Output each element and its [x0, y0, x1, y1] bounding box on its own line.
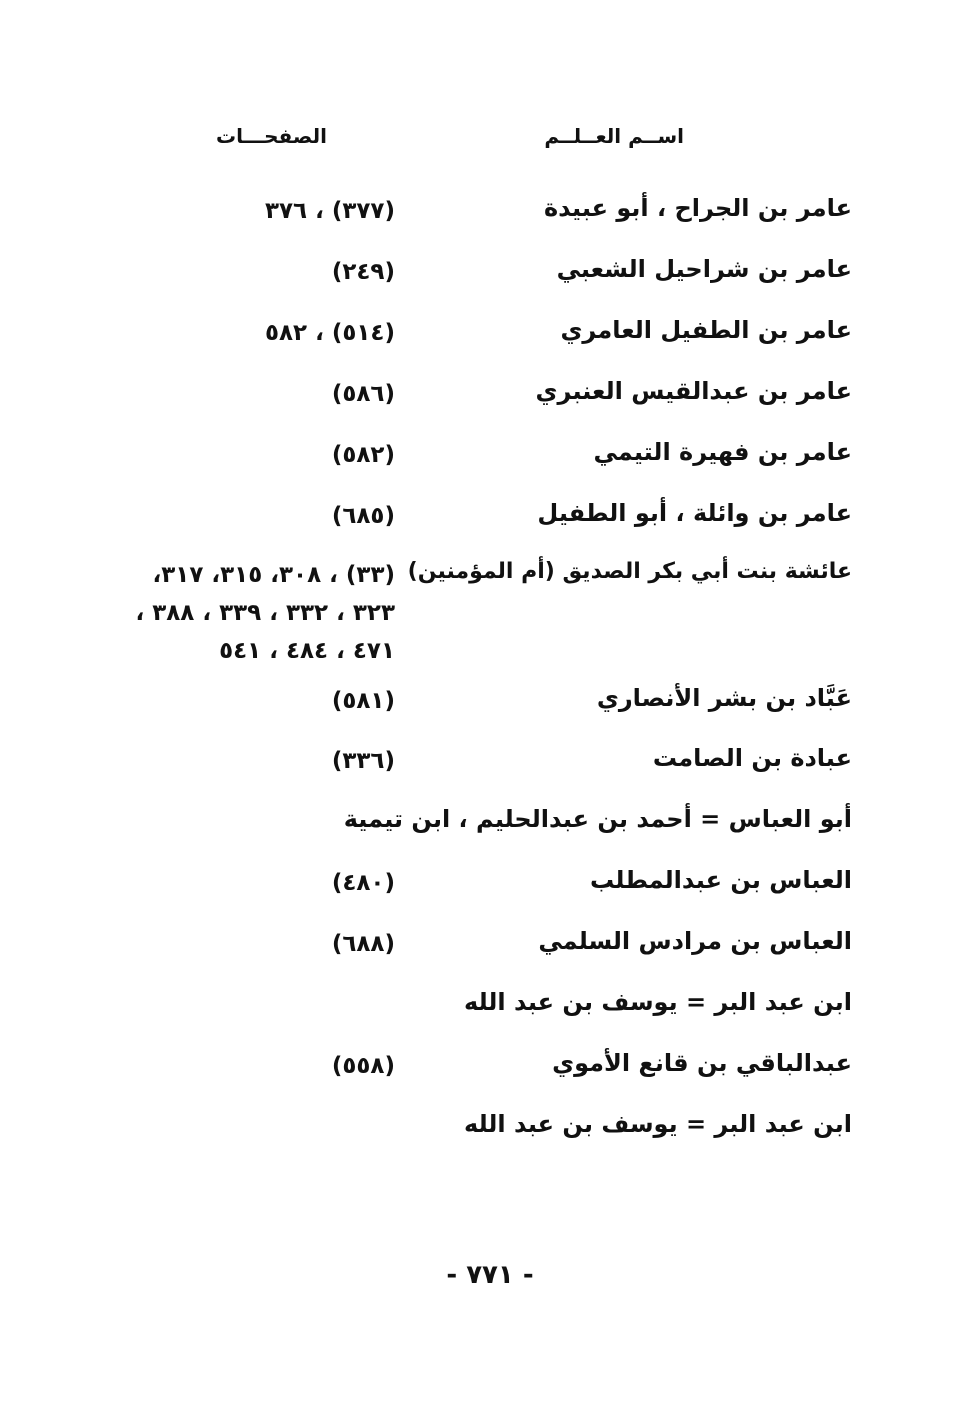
entry-name: عامر بن الطفيل العامري [560, 316, 852, 344]
entry-name: أبو العباس = أحمد بن عبدالحليم ، ابن تيمية [343, 805, 852, 833]
page-number: - ٧٧١ - [446, 1260, 534, 1290]
entry-name: ابن عبد البر = يوسف بن عبد الله [464, 988, 852, 1016]
entry-pages: (٥٨٦) [331, 381, 395, 407]
entry-name: عامر بن فهيرة التيمي [593, 438, 852, 466]
entry-pages: (٦٨٥) [331, 503, 395, 529]
entry-name: عائشة بنت أبي بكر الصديق (أم المؤمنين) [407, 559, 852, 584]
entry-name: العباس بن عبدالمطلب [590, 866, 852, 894]
entry-pages: (٦٨٨) [331, 931, 395, 957]
entry-name: عبدالباقي بن قانع الأموي [552, 1049, 852, 1077]
entry-pages: (٥٨٢) [331, 442, 395, 468]
entry-pages: (٤٨٠) [331, 870, 395, 896]
entry-name: عامر بن الجراح ، أبو عبيدة [544, 194, 852, 222]
entry-pages: (٢٤٩) [331, 259, 395, 285]
column-header-name: اســم العــلــم [544, 124, 684, 148]
column-header-pages: الصفحـــات [216, 124, 327, 148]
entry-name: عامر بن وائلة ، أبو الطفيل [537, 499, 852, 527]
entry-name: عَبَّاد بن بشر الأنصاري [596, 684, 852, 712]
entry-pages: (٥٨١) [331, 688, 395, 714]
entry-name: عامر بن شراحيل الشعبي [556, 255, 852, 283]
entry-pages: (٥١٤) ، ٥٨٢ [264, 320, 395, 346]
entry-pages: (٣٣) ، ٣٠٨، ٣١٥، ٣١٧، ٣٢٣ ، ٣٣٢ ، ٣٣٩ ، ٣٨٨ ، ٤٧١ ، ٤٨٤ ، ٥٤١ [135, 562, 395, 664]
entry-name: عبادة بن الصامت [652, 744, 852, 772]
entry-pages: (٣٣٦) [331, 748, 395, 774]
entry-name: عامر بن عبدالقيس العنبري [535, 377, 852, 405]
entry-pages: (٣٧٧) ، ٣٧٦ [264, 198, 395, 224]
entry-name: ابن عبد البر = يوسف بن عبد الله [464, 1110, 852, 1138]
entry-name: العباس بن مرادس السلمي [538, 927, 852, 955]
entry-pages: (٥٥٨) [331, 1053, 395, 1079]
